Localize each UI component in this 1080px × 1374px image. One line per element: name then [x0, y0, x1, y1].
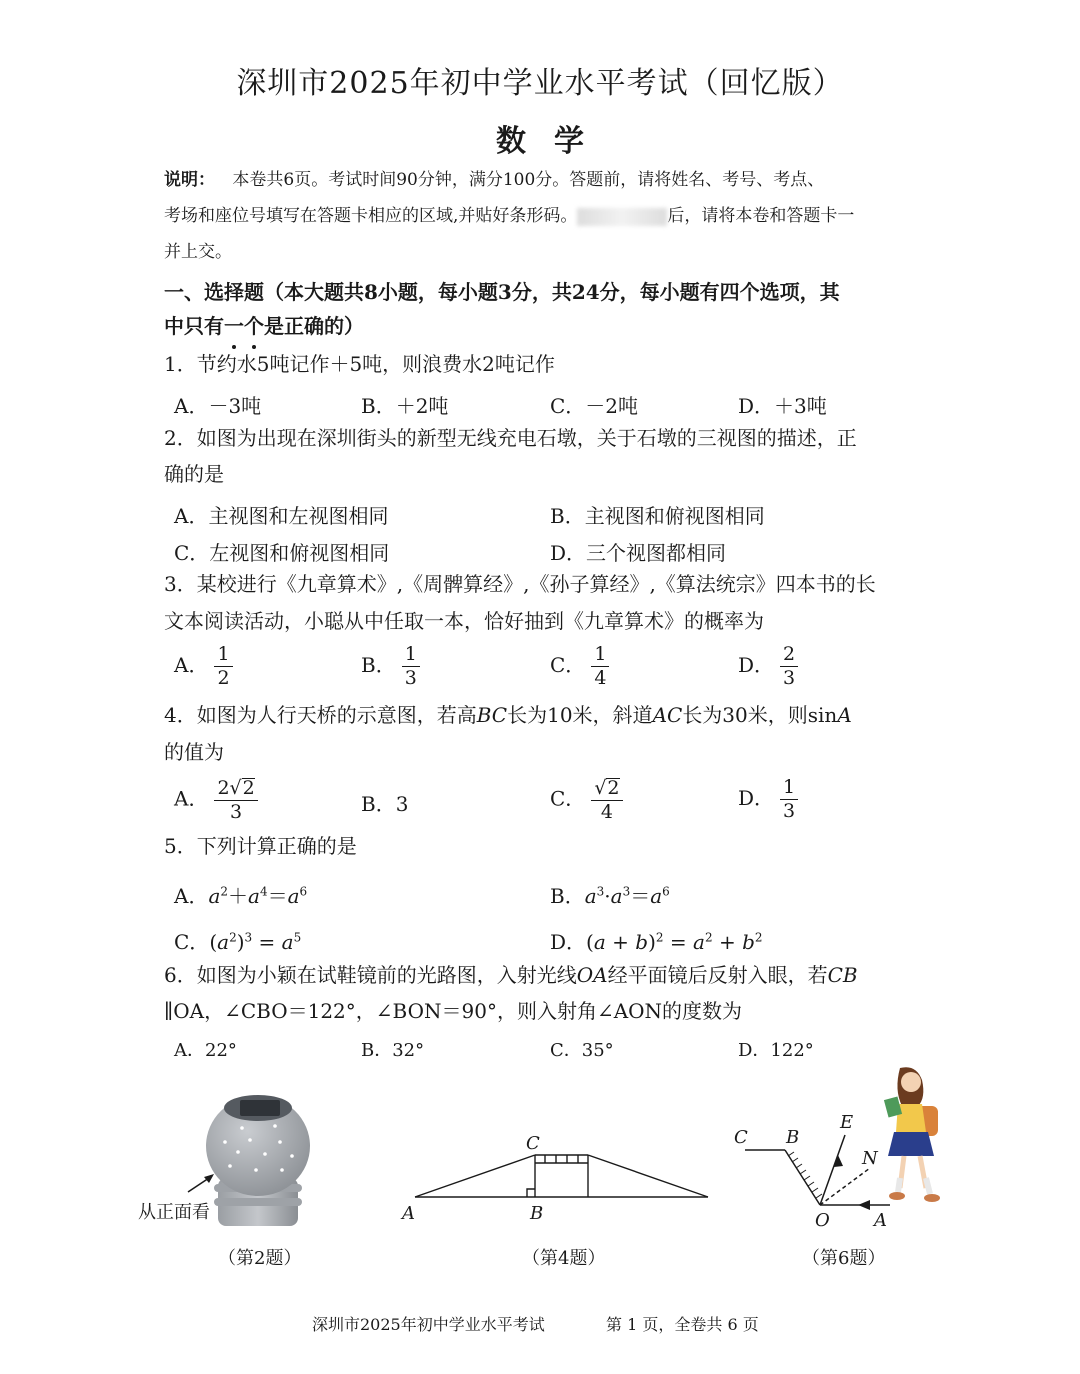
fraction: $\frac{2√2}{3}$	[214, 778, 257, 822]
fraction: $\frac{1}{2}$	[214, 645, 232, 688]
q6-option-a: A．22°	[174, 1040, 237, 1061]
exam-title: 深圳市2025年初中学业水平考试（回忆版）	[236, 66, 844, 101]
q4-option-a: A． $\frac{2√2}{3}$	[174, 778, 258, 822]
fig4-label-b: B	[530, 1203, 544, 1224]
fig4-label-c: C	[526, 1133, 540, 1154]
question-3-stem-line-1: 3．某校进行《九章算术》,《周髀算经》,《孙子算经》,《算法统宗》四本书的长	[164, 572, 876, 596]
q4-option-c: C． $\frac{√2}{4}$	[550, 778, 623, 822]
question-6-stem-line-2: ∥OA，∠CBO＝122°，∠BON＝90°，则入射角∠AON的度数为	[164, 999, 743, 1023]
normal-on	[820, 1168, 870, 1205]
instructions-label: 说明：	[164, 170, 215, 190]
figure-2-caption: （第2题）	[218, 1248, 302, 1269]
fraction: $\frac{1}{4}$	[591, 645, 609, 688]
q3-option-c: C． $\frac{1}{4}$	[550, 645, 609, 688]
question-1-stem: 1．节约水5吨记作＋5吨，则浪费水2吨记作	[164, 352, 555, 376]
question-3-stem-line-2: 文本阅读活动，小聪从中任取一本，恰好抽到《九章算术》的概率为	[164, 609, 764, 633]
fig4-label-a: A	[402, 1203, 415, 1224]
question-6-stem-line-1: 6．如图为小颖在试鞋镜前的光路图，入射光线OA经平面镜后反射入眼，若CB	[164, 963, 858, 987]
figure-4-bridge	[400, 1130, 720, 1230]
subject-title: 数学	[496, 124, 612, 159]
fig6-label-c: C	[734, 1127, 748, 1148]
fraction: $\frac{√2}{4}$	[591, 778, 622, 822]
slope-ac	[415, 1155, 535, 1197]
figure-6-light-path	[730, 1060, 950, 1240]
footer-page-number: 第 1 页，全卷共 6 页	[606, 1315, 759, 1334]
q4-option-b: B．3	[361, 792, 409, 816]
fig6-label-a: A	[874, 1210, 887, 1231]
q2-option-a: A．主视图和左视图相同	[174, 504, 389, 528]
q1-option-c: C．－2吨	[550, 394, 639, 418]
fig6-label-e: E	[840, 1112, 854, 1133]
fraction: $\frac{1}{3}$	[780, 778, 798, 821]
figure-6-caption: （第6题）	[802, 1248, 886, 1269]
q5-option-d: D．$(a + b)^2 = a^2 + b^2$	[550, 930, 763, 954]
question-2-stem-line-1: 2．如图为出现在深圳街头的新型无线充电石墩，关于石墩的三视图的描述，正	[164, 426, 857, 450]
instructions-line-3: 并上交。	[164, 242, 232, 262]
q5-option-c: C．$(a^2)^3 = a^5$	[174, 930, 302, 954]
mirror	[785, 1150, 820, 1205]
q2-option-d: D．三个视图都相同	[550, 541, 727, 565]
q5-option-a: A．$a^2+a^4=a^6$	[174, 884, 308, 908]
section-heading-line-1: 一、选择题（本大题共8小题，每小题3分，共24分，每小题有四个选项，其	[164, 280, 840, 304]
question-4-stem-line-2: 的值为	[164, 740, 224, 764]
right-angle-mark	[527, 1189, 535, 1197]
fig6-label-o: O	[815, 1210, 830, 1231]
q3-option-d: D． $\frac{2}{3}$	[738, 645, 798, 688]
fraction: $\frac{2}{3}$	[780, 645, 798, 688]
q1-option-a: A．－3吨	[174, 394, 262, 418]
footer-exam-name: 深圳市2025年初中学业水平考试	[312, 1315, 545, 1334]
q3-option-a: A． $\frac{1}{2}$	[174, 645, 233, 688]
q3-option-b: B． $\frac{1}{3}$	[361, 645, 420, 688]
q2-option-b: B．主视图和俯视图相同	[550, 504, 765, 528]
reflected-ray-oe	[820, 1135, 845, 1205]
blurred-text	[577, 208, 667, 226]
q6-option-d: D．122°	[738, 1040, 814, 1061]
question-2-stem-line-2: 确的是	[164, 462, 224, 486]
girl-illustration	[884, 1067, 940, 1202]
question-4-stem-line-1: 4．如图为人行天桥的示意图，若高BC长为10米，斜道AC长为30米，则sinA	[164, 703, 852, 727]
instructions-line-1: 说明： 本卷共6页。考试时间90分钟，满分100分。答题前，请将姓名、考号、考点、	[164, 170, 825, 190]
figure-2-view-label: 从正面看	[138, 1202, 210, 1223]
section-heading-line-2: 中只有一个是正确的）	[164, 308, 364, 344]
fig6-label-b: B	[786, 1127, 800, 1148]
question-5-stem: 5．下列计算正确的是	[164, 834, 357, 858]
q6-option-b: B．32°	[361, 1040, 425, 1061]
q1-option-d: D．＋3吨	[738, 394, 827, 418]
q5-option-b: B．$a^3\cdot a^3=a^6$	[550, 884, 670, 908]
fraction: $\frac{1}{3}$	[402, 645, 420, 688]
instructions-line-2: 考场和座位号填写在答题卡相应的区域,并贴好条形码。 后，请将本卷和答题卡一	[164, 206, 855, 226]
figure-4-caption: （第4题）	[522, 1248, 606, 1269]
fig6-label-n: N	[862, 1148, 878, 1169]
q1-option-b: B．＋2吨	[361, 394, 449, 418]
solar-panel	[240, 1100, 280, 1116]
q4-option-d: D． $\frac{1}{3}$	[738, 778, 798, 821]
q6-option-c: C．35°	[550, 1040, 614, 1061]
q2-option-c: C．左视图和俯视图相同	[174, 541, 390, 565]
